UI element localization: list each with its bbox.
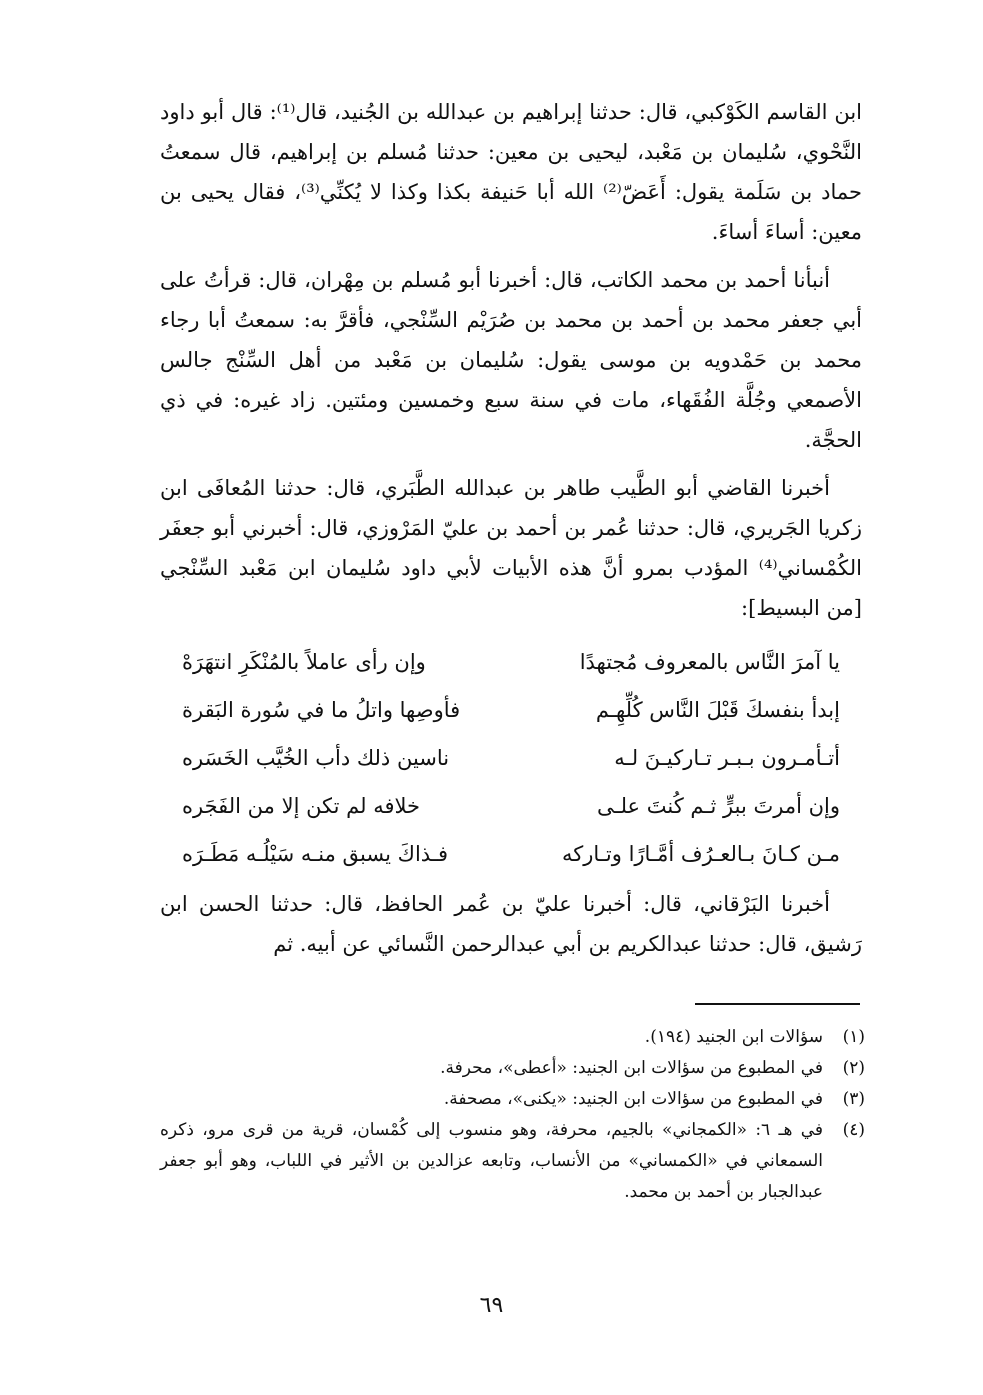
poem-verse (182, 638, 840, 686)
verse-second-hemistich: ناسين ذلك دأب الخُيَّب الخَسَره (182, 746, 450, 770)
verse-first-hemistich: يا آمرَ النَّاس بالمعروف مُجتهدًا (579, 650, 840, 674)
paragraph-4: أخبرنا البَرْقاني، قال: أخبرنا عليّ بن عُمر الحافظ، قال: حدثنا الحسن ابن رَشيق، قال: حدثنا عبدالكريم بن أبي عبدالرحمن النَّسائي عن أبيه. ثم (160, 892, 862, 956)
paragraph-1: ابن القاسم الكَوْكبي، قال: حدثنا إبراهيم بن عبدالله بن الجُنيد، قال⁽¹⁾: قال أبو داود النَّحْوي، سُليمان بن مَعْبد، ليحيى بن معين: حدثنا مُسلم بن إبراهيم، قال سمعتُ حماد بن سَلَمة يقول: أَعَضّ⁽²⁾ الله أبا حَنيفة بكذا وكذا لا يُكنِّي⁽³⁾، فقال يحيى بن معين: أساءَ أساءَ. (160, 100, 863, 244)
footnote (160, 1084, 865, 1115)
verse-second-hemistich: خلافه لم تكن إلا من الفَجَره (182, 794, 421, 818)
footnote-number: (٤) (842, 1120, 865, 1140)
footnote-number: (٣) (842, 1089, 865, 1109)
poem-verse (182, 734, 840, 782)
footnote-number: (١) (842, 1027, 865, 1047)
footnote (160, 1053, 865, 1084)
page-number: ٦٩ (479, 1293, 504, 1318)
poem-verse (182, 782, 840, 830)
footnote (160, 1022, 865, 1053)
verse-first-hemistich: مـن كـانَ بـالعـرُف أمَّـارًا وتـاركه (561, 842, 840, 866)
footnote-divider (695, 1003, 860, 1005)
footnote (160, 1115, 865, 1208)
footnote-text: في المطبوع من سؤالات ابن الجنيد: «أعطى»، محرفة. (440, 1058, 823, 1078)
poem-verse (182, 686, 840, 734)
paragraph-2: أنبأنا أحمد بن محمد الكاتب، قال: أخبرنا أبو مُسلم بن مِهْران، قال: قرأتُ على أبي جعفر محمد بن أحمد بن محمد بن صُرَيْم السِّنْجي، فأقرَّ به: سمعتُ أبا رجاء محمد بن حَمْدويه بن موسى يقول: سُليمان بن مَعْبد من أهل السِّنْج جالس الأصمعي وجُلَّة الفُقَهاء، مات في سنة سبع وخمسين ومئتين. زاد غيره: في ذي الحجَّة. (160, 268, 862, 452)
paragraph-3: أخبرنا القاضي أبو الطَّيب طاهر بن عبدالله الطَّبَري، قال: حدثنا المُعافَى ابن زكريا الجَريري، قال: حدثنا عُمر بن أحمد بن عليّ المَرْوزي، قال: أخبرني أبو جعفَر الكُمْساني⁽⁴⁾ المؤدب بمرو أنَّ هذه الأبيات لأبي داود سُليمان ابن مَعْبد السِّنْجي [من البسيط]: (160, 476, 862, 620)
footnote-text: في المطبوع من سؤالات ابن الجنيد: «يكنى»، مصحفة. (443, 1089, 823, 1109)
verse-first-hemistich: أتـأمـرون بـبـر تـاركيـنَ لـه (614, 746, 840, 770)
verse-second-hemistich: وإن رأى عاملاً بالمُنْكَرِ انتهَرَهْ (182, 650, 426, 674)
poem-verse (182, 830, 840, 878)
main-text (160, 92, 862, 964)
verse-first-hemistich: إبدأ بنفسكَ قَبْلَ النَّاس كُلِّهِـم (595, 698, 840, 722)
footnote-text: سؤالات ابن الجنيد (١٩٤). (644, 1027, 823, 1047)
poem (160, 638, 862, 878)
footnotes (160, 1022, 865, 1208)
footnote-text: في هـ ٦: «الكمجاني» بالجيم، محرفة، وهو منسوب إلى كُمْسان، قرية من قرى مرو، ذكره السمعاني في «الكمساني» من الأنساب، وتابعه عزالدين بن الأثير في اللباب، وهو أبو جعفر عبدالجبار بن أحمد بن محمد. (160, 1120, 823, 1202)
verse-first-hemistich: وإن أمرتَ ببرٍّ ثـم كُنتَ علـى (596, 794, 840, 818)
verse-second-hemistich: فـذاكَ يسبق منـه سَيْلُـه مَطَـرَه (182, 842, 448, 866)
footnote-number: (٢) (842, 1058, 865, 1078)
verse-second-hemistich: فأوصِها واتلُ ما في سُورة البَقرة (182, 698, 461, 722)
